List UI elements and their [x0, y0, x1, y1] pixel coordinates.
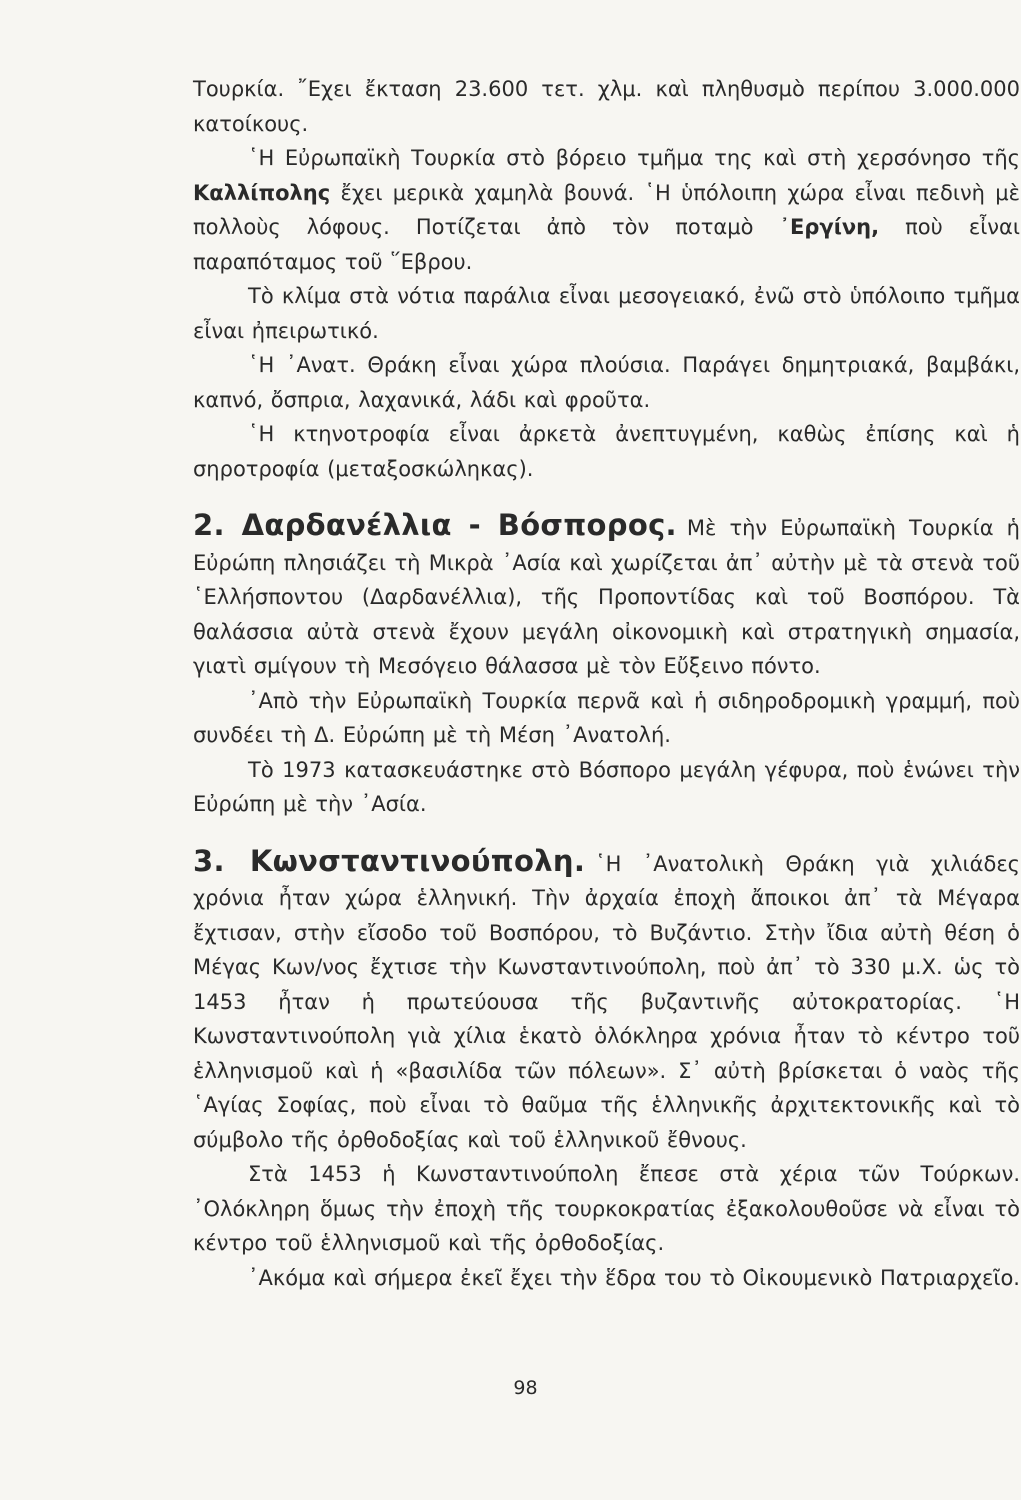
section2-p1-text: Μὲ τὴν Εὐρωπαϊκὴ Τουρκία ἡ Εὐρώπη πλησιάζει τὴ Μικρὰ ᾿Ασία καὶ χωρίζεται ἀπ᾿ αὐτὴν μὲ τὰ στενὰ τοῦ ῾Ελλήσποντου (Δαρδανέλλια), τῆς Προποντίδας καὶ τοῦ Βοσπόρου. Τὰ θαλάσσια αὐτὰ στενὰ ἔχουν μεγάλη οἰκονομικὴ καὶ στρατηγικὴ σημασία, γιατὶ σμίγουν τὴ Μεσόγειο θάλασσα μὲ τὸν Εὔξεινο πόντο. — [193, 516, 1020, 678]
section3-p1-text: ῾Η ᾿Ανατολικὴ Θράκη γιὰ χιλιάδες χρόνια ἦταν χώρα ἑλληνική. Τὴν ἀρχαία ἐποχὴ ἄποικοι ἀπ᾿ τὰ Μέγαρα ἔχτισαν, στὴν εἴσοδο τοῦ Βοσπόρου, τὸ Βυζάντιο. Στὴν ἴδια αὐτὴ θέση ὁ Μέγας Κων/νος ἔχτισε τὴν Κωνσταντινούπολη, ποὺ ἀπ᾿ τὸ 330 μ.Χ. ὡς τὸ 1453 ἦταν ἡ πρωτεύουσα τῆς βυζαντινῆς αὐτοκρατορίας. ῾Η Κωνσταντινούπολη γιὰ χίλια ἑκατὸ ὁλόκληρα χρόνια ἦταν τὸ κέντρο τοῦ ἑλληνισμοῦ καὶ ἡ «βασιλίδα τῶν πόλεων». Σ᾿ αὐτὴ βρίσκεται ὁ ναὸς τῆς ῾Αγίας Σοφίας, ποὺ εἶναι τὸ θαῦμα τῆς ἑλληνικῆς ἀρχιτεκτονικῆς καὶ τὸ σύμβολο τῆς ὀρθοδοξίας καὶ τοῦ ἑλληνικοῦ ἔθνους. — [193, 851, 1020, 1152]
section3-paragraph-1 — [193, 844, 1020, 1158]
section3-paragraph-2: Στὰ 1453 ἡ Κωνσταντινούπολη ἔπεσε στὰ χέρια τῶν Τούρκων. ᾿Ολόκληρη ὅμως τὴν ἐποχὴ τῆς τουρκοκρατίας ἐξακολουθοῦσε νὰ εἶναι τὸ κέντρο τοῦ ἑλληνισμοῦ καὶ τῆς ὀρθοδοξίας. — [193, 1162, 1020, 1255]
intro-paragraph-5: ῾Η κτηνοτροφία εἶναι ἀρκετὰ ἀνεπτυγμένη, καθὼς ἐπίσης καὶ ἡ σηροτροφία (μεταξοσκώληκας). — [193, 422, 1020, 481]
intro-paragraph-4: ῾Η ᾿Ανατ. Θράκη εἶναι χώρα πλούσια. Παράγει δημητριακά, βαμβάκι, καπνό, ὄσπρια, λαχανικά, λάδι καὶ φροῦτα. — [193, 353, 1020, 412]
intro-paragraph-3: Τὸ κλίμα στὰ νότια παράλια εἶναι μεσογειακό, ἐνῶ στὸ ὑπόλοιπο τμῆμα εἶναι ἠπειρωτικό. — [193, 284, 1020, 343]
section2-paragraph-2: ᾿Απὸ τὴν Εὐρωπαϊκὴ Τουρκία περνᾶ καὶ ἡ σιδηροδρομικὴ γραμμή, ποὺ συνδέει τὴ Δ. Εὐρώπη μὲ τὴ Μέση ᾿Ανατολή. — [193, 688, 1020, 747]
section3-paragraph-3: ᾿Ακόμα καὶ σήμερα ἐκεῖ ἔχει τὴν ἕδρα του τὸ Οἰκουμενικὸ Πατριαρχεῖο. — [248, 1265, 1020, 1290]
intro-p2-text-c: ἔχει μερικὰ χαμηλὰ βουνά. ῾Η ὑπόλοιπη χώρα εἶναι πεδινὴ μὲ πολλοὺς λόφους. Ποτίζεται ἀπὸ τὸν ποταμὸ — [193, 180, 1020, 239]
intro-paragraph-1: Τουρκία. ῎Εχει ἔκταση 23.600 τετ. χλμ. καὶ πληθυσμὸ περίπου 3.000.000 κατοίκους. — [193, 77, 1020, 136]
ergini-bold: ᾿Εργίνη, — [779, 215, 880, 239]
section2-paragraph-3: Τὸ 1973 κατασκευάστηκε στὸ Βόσπορο μεγάλη γέφυρα, ποὺ ἑνώνει τὴν Εὐρώπη μὲ τὴν ᾿Ασία. — [193, 757, 1020, 816]
kallipoli-bold: Καλλίπολης — [193, 180, 331, 205]
page-number: 98 — [513, 1377, 538, 1399]
intro-paragraph-2 — [193, 141, 1020, 279]
section-dardanelles-bosporus — [193, 508, 1020, 822]
intro-p2-text-d: ποὺ εἶναι παραπόταμος τοῦ ῞Εβρου. — [193, 215, 1020, 274]
text-column — [193, 72, 1020, 1295]
section-constantinople — [193, 844, 1020, 1296]
intro-p2-text-a: ῾Η Εὐρωπαϊκὴ Τουρκία στὸ βόρειο τμῆμα της καὶ στὴ χερσόνησο τῆς — [248, 146, 1020, 170]
section2-title: 2. Δαρδανέλλια - Βόσπορος. — [193, 508, 677, 542]
section3-title: 3. Κωνσταντινούπολη. — [193, 843, 586, 878]
intro-block — [193, 72, 1020, 486]
section2-paragraph-1 — [193, 508, 1020, 684]
